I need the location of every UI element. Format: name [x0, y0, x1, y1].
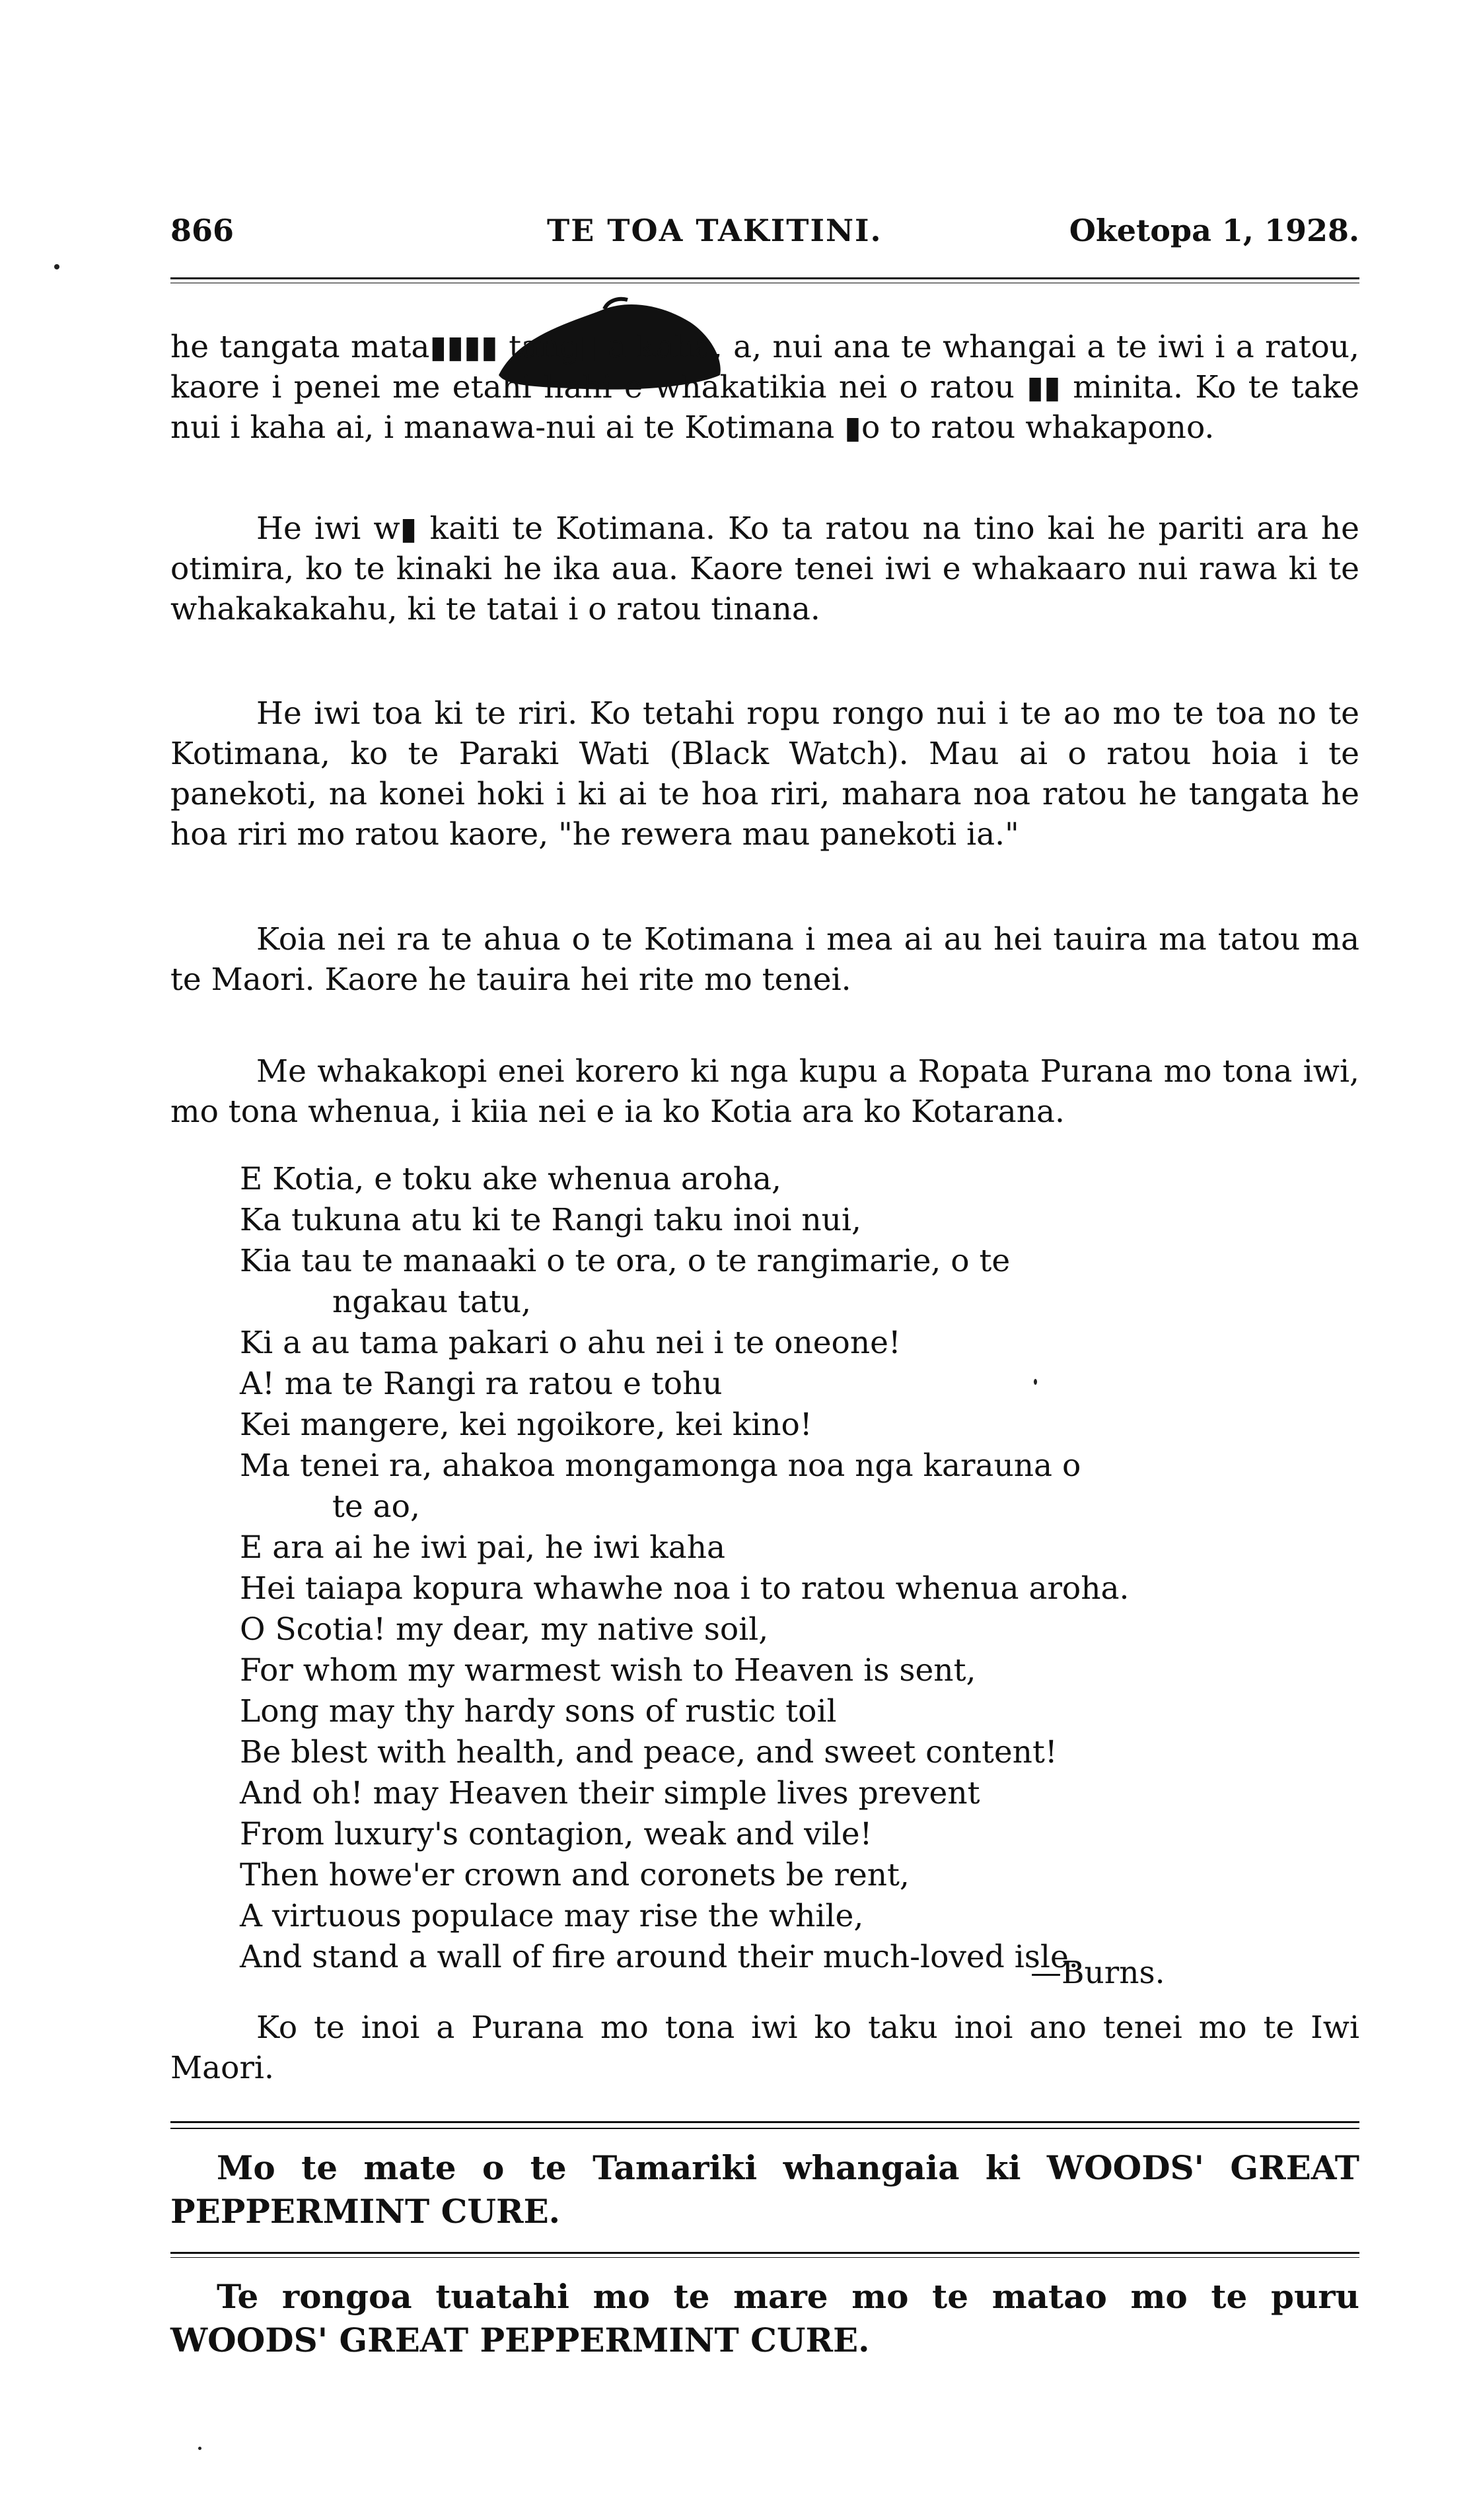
poem-line: A virtuous populace may rise the while,	[240, 1898, 864, 1934]
poem-line: Kei mangere, kei ngoikore, kei kino!	[240, 1407, 812, 1443]
page-number: 866	[170, 213, 234, 248]
paragraph-1	[170, 327, 1359, 448]
poem-line: Kia tau te manaaki o te ora, o te rangimarie, o te	[240, 1243, 1011, 1279]
section-rule	[170, 2121, 1359, 2123]
issue-date: Oketopa 1, 1928.	[1069, 213, 1359, 248]
paragraph-2	[170, 508, 1359, 629]
poem-line: E ara ai he iwi pai, he iwi kaha	[240, 1529, 726, 1566]
paragraph-text: He iwi w▮ kaiti te Kotimana. Ko ta ratou na tino kai he pariti ara he otimira, ko te kinaki he ika aua. Kaore tenei iwi e whakaaro nui rawa ki te whakakakahu, ki te tatai i o ratou tinana.	[170, 510, 1359, 627]
header-rule	[170, 277, 1359, 279]
section-rule-thin	[170, 2257, 1359, 2258]
print-speck	[1034, 1379, 1037, 1385]
poem-attribution: —Burns.	[1030, 1955, 1165, 1991]
advertisement-1: Mo te mate o te Tamariki whangaia ki WOODS' GREAT PEPPERMINT CURE.	[170, 2148, 1359, 2231]
paragraph-text: Ko te inoi a Purana mo tona iwi ko taku inoi ano tenei mo te Iwi Maori.	[170, 2010, 1359, 2086]
section-rule	[170, 2252, 1359, 2254]
poem-line: And oh! may Heaven their simple lives prevent	[240, 1775, 980, 1811]
poem-line: ngakau tatu,	[332, 1284, 532, 1320]
poem-line: Long may thy hardy sons of rustic toil	[240, 1693, 837, 1730]
publication-title: TE TOA TAKITINI.	[547, 213, 882, 248]
poem-line: A! ma te Rangi ra ratou e tohu	[240, 1366, 723, 1402]
paragraph-text: He iwi toa ki te riri. Ko tetahi ropu rongo nui i te ao mo te toa no te Kotimana, ko te Paraki Wati (Black Watch). Mau ai o ratou hoia i te panekoti, na konei hoki i ki ai te hoa riri, mahara noa ratou he tangata he hoa riri mo ratou kaore, "he rewera mau panekoti ia."	[170, 695, 1359, 853]
poem-line: Ki a au tama pakari o ahu nei i te oneone!	[240, 1325, 901, 1361]
paragraph-text: he tangata mata▮▮▮▮ tang▮ a kaha, a, nui ana te whangai a te iwi i a ratou, kaore i penei me etahi hahi e whakatikia nei o ratou ▮▮ minita. Ko te take nui i kaha ai, i manawa-nui ai te Kotimana ▮o to ratou whakapono.	[170, 329, 1359, 446]
poem	[170, 1159, 1359, 1978]
poem-line: E Kotia, e toku ake whenua aroha,	[240, 1161, 781, 1197]
poem-line: Ka tukuna atu ki te Rangi taku inoi nui,	[240, 1202, 861, 1238]
poem-line: From luxury's contagion, weak and vile!	[240, 1816, 873, 1852]
poem-line: Hei taiapa kopura whawhe noa i to ratou whenua aroha.	[240, 1570, 1130, 1607]
section-rule-thin	[170, 2128, 1359, 2129]
print-speck	[54, 264, 59, 269]
poem-line: For whom my warmest wish to Heaven is sent,	[240, 1652, 976, 1689]
paragraph-5	[170, 1051, 1359, 1132]
poem-line: And stand a wall of fire around their much-loved isle.	[240, 1939, 1079, 1975]
closing-paragraph	[170, 2008, 1359, 2088]
poem-line: O Scotia! my dear, my native soil,	[240, 1611, 769, 1648]
poem-line: Ma tenei ra, ahakoa mongamonga noa nga karauna o	[240, 1448, 1081, 1484]
paragraph-3	[170, 693, 1359, 855]
print-speck	[198, 2447, 201, 2450]
paragraph-text: Koia nei ra te ahua o te Kotimana i mea ai au hei tauira ma tatou ma te Maori. Kaore he tauira hei rite mo tenei.	[170, 921, 1359, 998]
paragraph-4	[170, 919, 1359, 1000]
advertisement-2: Te rongoa tuatahi mo te mare mo te matao mo te puru WOODS' GREAT PEPPERMINT CURE.	[170, 2277, 1359, 2360]
paragraph-text: Me whakakopi enei korero ki nga kupu a Ropata Purana mo tona iwi, mo tona whenua, i kiia nei e ia ko Kotia ara ko Kotarana.	[170, 1053, 1359, 1130]
poem-line: Be blest with health, and peace, and sweet content!	[240, 1734, 1058, 1770]
poem-line: Then howe'er crown and coronets be rent,	[240, 1857, 910, 1893]
poem-line: te ao,	[332, 1488, 420, 1525]
page-header	[170, 213, 1359, 259]
